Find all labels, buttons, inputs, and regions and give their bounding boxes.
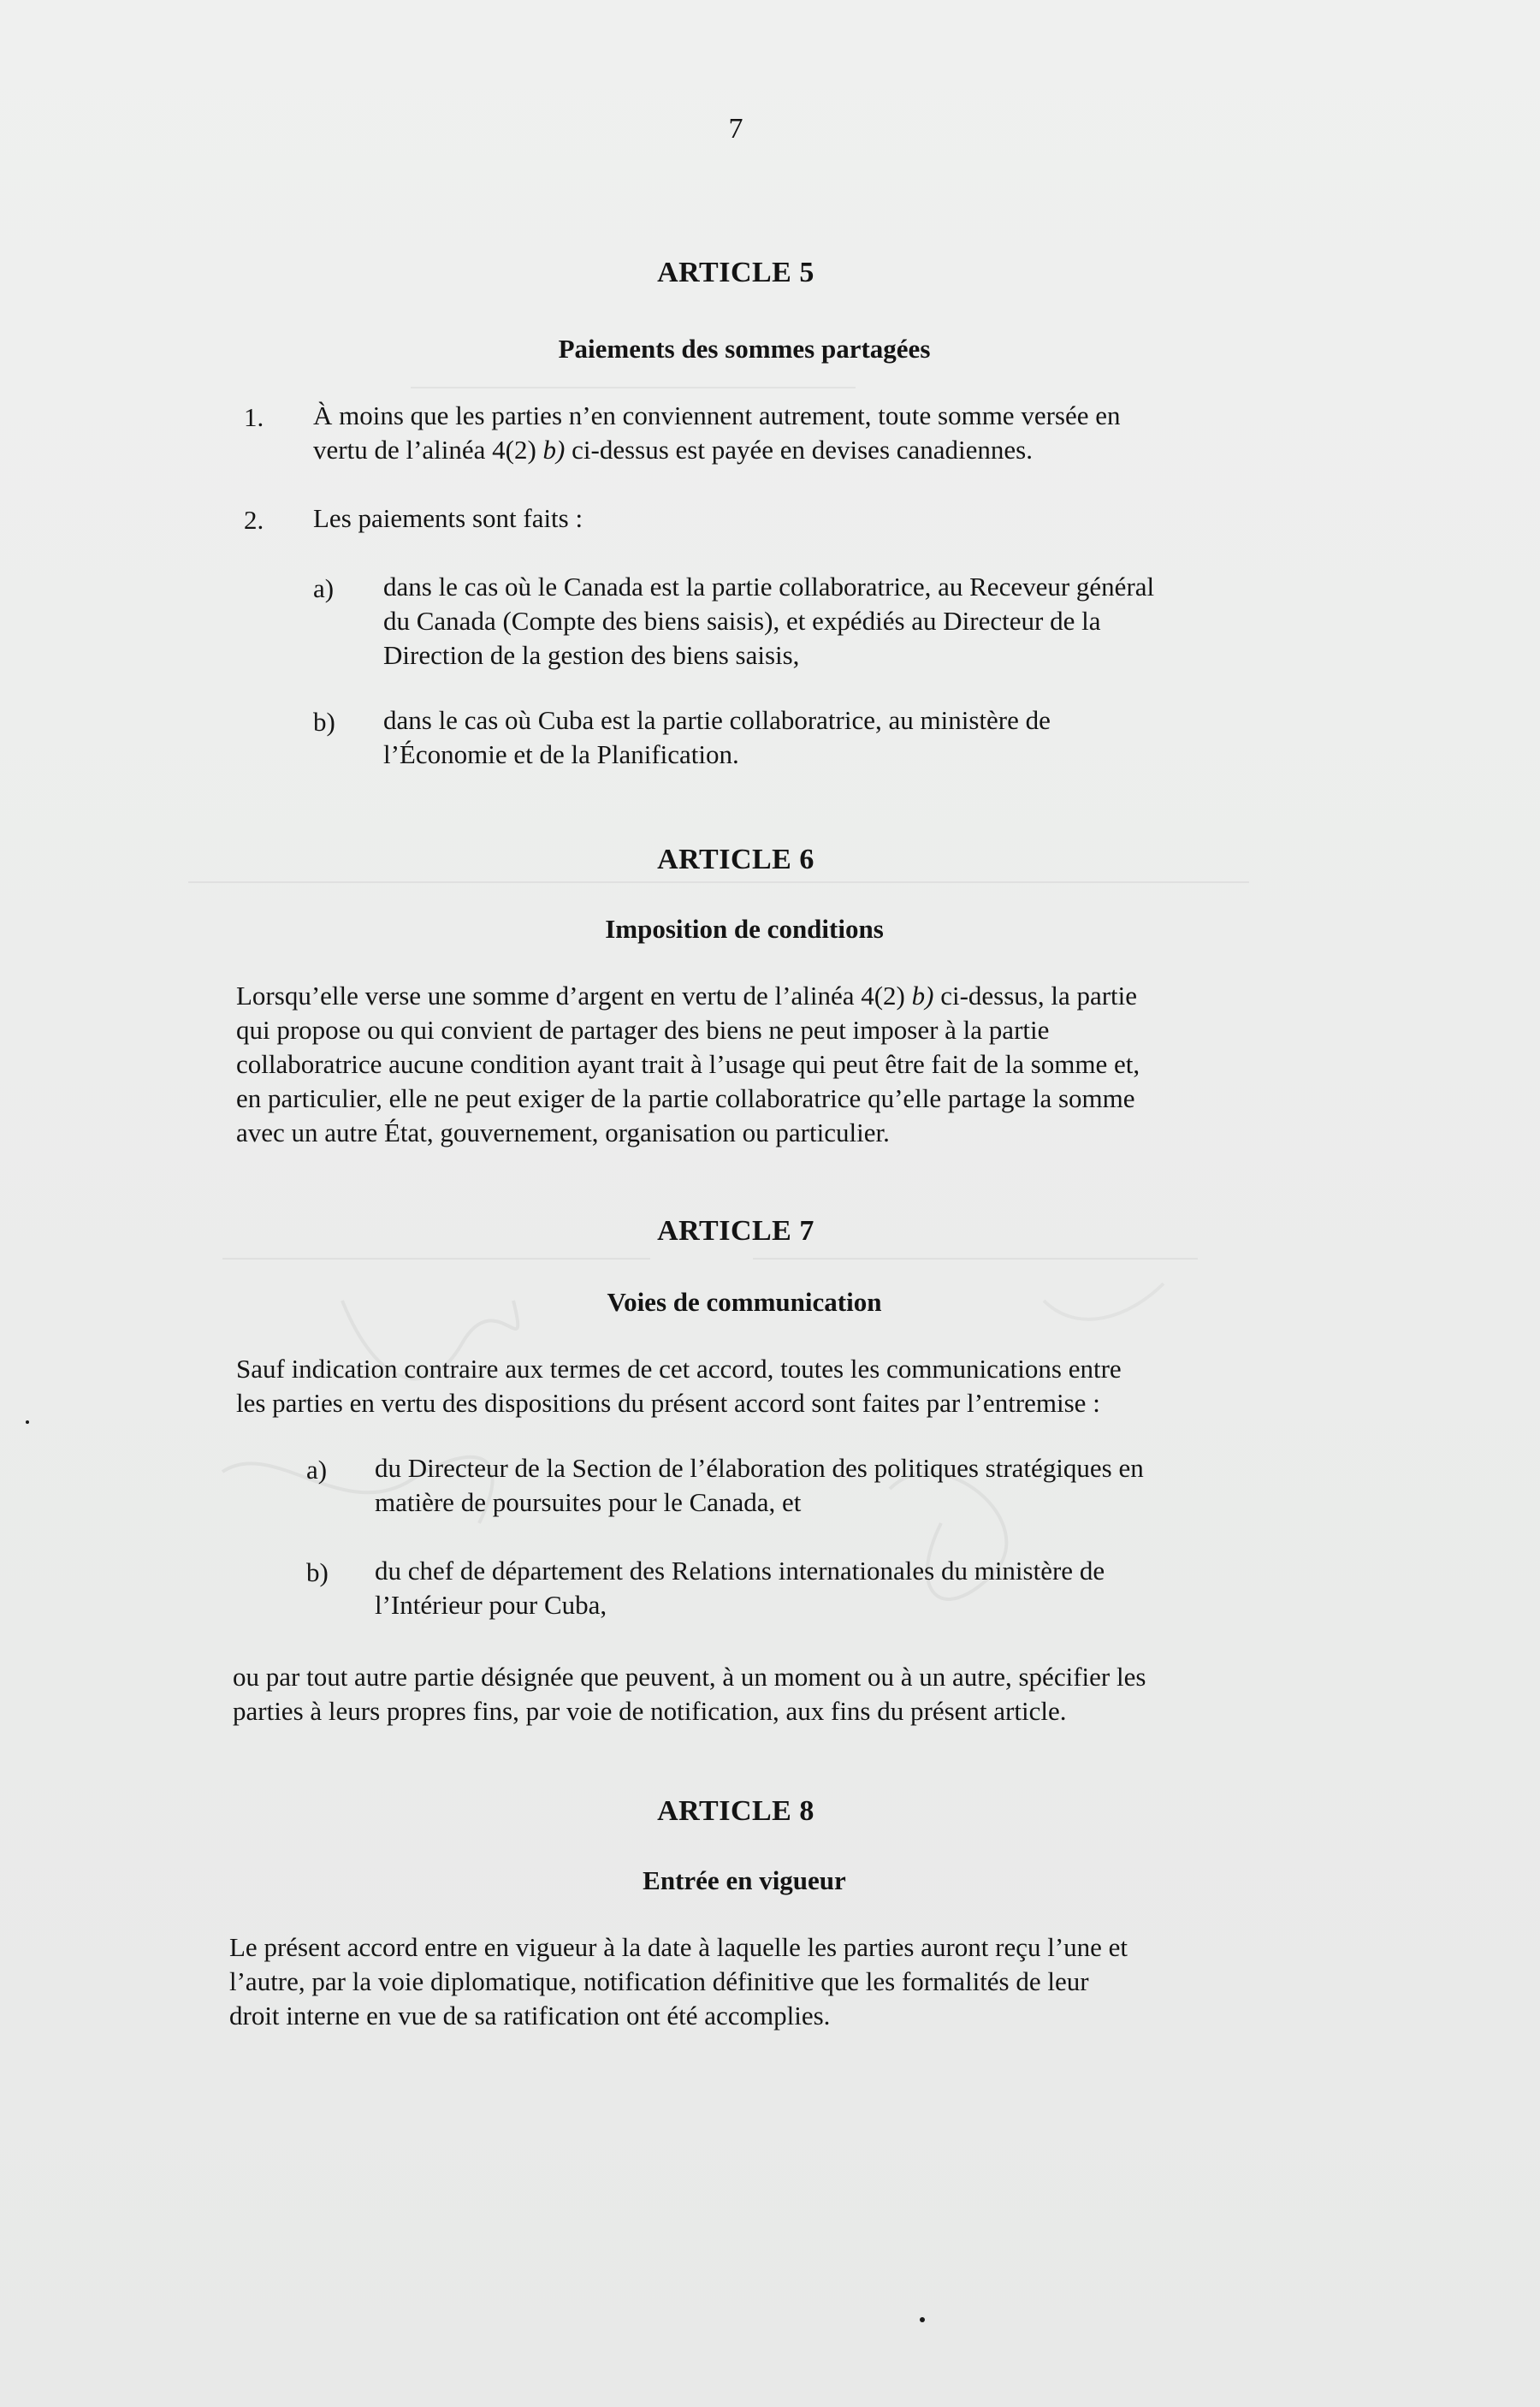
article-7-subitem-a-text	[375, 1451, 1350, 1520]
article-8-heading: ARTICLE 8	[657, 1795, 814, 1827]
article-7-outro	[233, 1660, 1362, 1728]
article-6-heading: ARTICLE 6	[657, 844, 814, 875]
text-line: Lorsqu’elle verse une somme d’argent en vertu de l’alinéa 4(2) b) ci-dessus, la partie	[236, 981, 1138, 1011]
text-line: parties à leurs propres fins, par voie de notification, aux fins du présent article.	[233, 1696, 1067, 1726]
article-5-subitem-b-text	[383, 703, 1342, 772]
article-7-heading: ARTICLE 7	[657, 1215, 814, 1247]
article-8-subheading: Entrée en vigueur	[643, 1865, 846, 1895]
article-6-subheading: Imposition de conditions	[605, 914, 884, 944]
text-line: du Canada (Compte des biens saisis), et expédiés au Directeur de la	[383, 606, 1101, 636]
text-line: dans le cas où le Canada est la partie collaboratrice, au Receveur général	[383, 572, 1155, 602]
text-line: droit interne en vue de sa ratification ont été accomplies.	[229, 2001, 831, 2031]
text-line: du Directeur de la Section de l’élaboration des politiques stratégiques en	[375, 1453, 1144, 1483]
text-line: collaboratrice aucune condition ayant trait à l’usage qui peut être fait de la somme et,	[236, 1049, 1140, 1079]
bleed-through-mark	[188, 881, 1249, 883]
bleed-through-mark	[753, 1258, 1198, 1260]
text-line: l’Intérieur pour Cuba,	[375, 1590, 607, 1620]
text-line: qui propose ou qui convient de partager des biens ne peut imposer à la partie	[236, 1015, 1050, 1045]
text-line: dans le cas où Cuba est la partie collaboratrice, au ministère de	[383, 705, 1051, 735]
text-line: l’autre, par la voie diplomatique, notification définitive que les formalités de leur	[229, 1966, 1089, 1996]
article-5-item-2-number: 2.	[244, 505, 264, 535]
text-line: Le présent accord entre en vigueur à la date à laquelle les parties auront reçu l’une et	[229, 1932, 1128, 1962]
text-line: Sauf indication contraire aux termes de cet accord, toutes les communications entre	[236, 1354, 1122, 1384]
text-line: l’Économie et de la Planification.	[383, 739, 739, 769]
article-7-subitem-a-letter: a)	[306, 1455, 328, 1485]
text-line: À moins que les parties n’en conviennent autrement, toute somme versée en	[313, 400, 1121, 430]
text-line: matière de poursuites pour le Canada, et	[375, 1487, 802, 1517]
text-line: Direction de la gestion des biens saisis,	[383, 640, 800, 670]
text-line: ou par tout autre partie désignée que peuvent, à un moment ou à un autre, spécifier les	[233, 1662, 1146, 1692]
page-number: 7	[728, 113, 743, 145]
article-5-subitem-a-letter: a)	[313, 573, 335, 603]
bleed-through-mark	[411, 387, 856, 388]
article-5-subitem-b-letter: b)	[313, 707, 335, 737]
article-7-subitem-b-letter: b)	[306, 1557, 329, 1587]
text-line: du chef de département des Relations internationales du ministère de	[375, 1556, 1105, 1586]
article-5-subitem-a-text	[383, 570, 1342, 673]
ink-speck	[26, 1420, 29, 1424]
article-7-intro	[236, 1352, 1348, 1420]
article-5-item-1-number: 1.	[244, 402, 264, 432]
article-7-subheading: Voies de communication	[607, 1287, 882, 1317]
article-5-subheading: Paiements des sommes partagées	[558, 334, 931, 364]
article-6-paragraph	[236, 979, 1348, 1150]
text-line: en particulier, elle ne peut exiger de la partie collaboratrice qu’elle partage la somme	[236, 1083, 1135, 1113]
text-line: les parties en vertu des dispositions du présent accord sont faites par l’entremise :	[236, 1388, 1100, 1418]
ink-speck	[920, 2317, 925, 2322]
text-line: avec un autre État, gouvernement, organisation ou particulier.	[236, 1118, 890, 1147]
article-5-item-2-text: Les paiements sont faits :	[313, 503, 583, 533]
article-5-item-1-text	[313, 399, 1340, 467]
article-8-paragraph	[229, 1930, 1359, 2033]
article-7-subitem-b-text	[375, 1554, 1350, 1622]
text-line: vertu de l’alinéa 4(2) b) ci-dessus est payée en devises canadiennes.	[313, 435, 1033, 465]
bleed-through-mark	[222, 1258, 650, 1260]
article-5-heading: ARTICLE 5	[657, 257, 814, 288]
